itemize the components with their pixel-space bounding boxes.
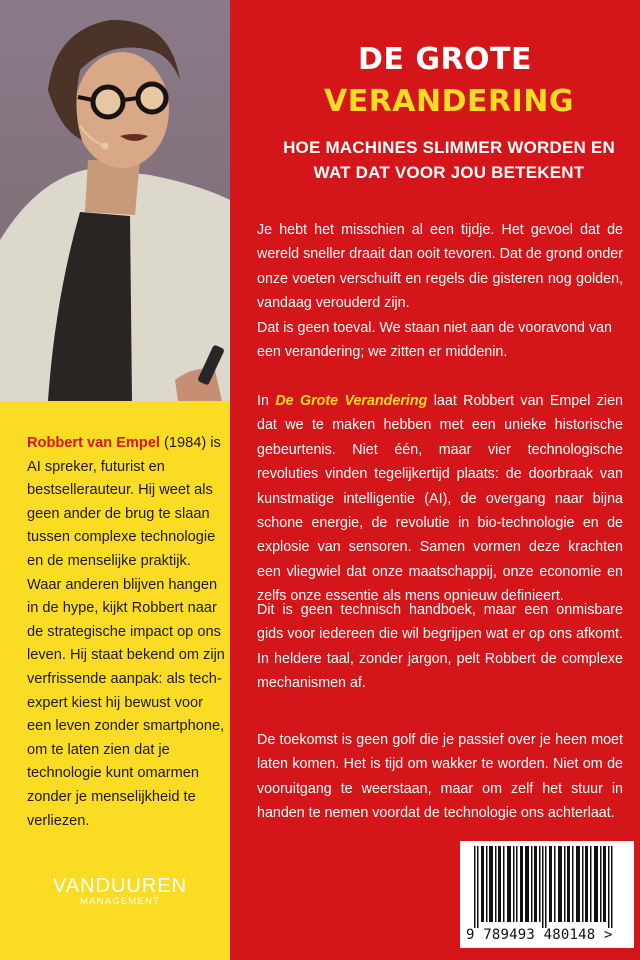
blurb-paragraph-3 xyxy=(257,598,623,696)
book-subtitle xyxy=(230,136,640,185)
isbn-number: 9 789493 480148 > xyxy=(466,927,613,943)
book-title-reference: De Grote Verandering xyxy=(275,393,428,409)
left-column xyxy=(0,0,230,960)
publisher-imprint: MANAGEMENT xyxy=(79,896,161,907)
blurb-paragraph-1b: Dat is geen toeval. We staan niet aan de vooravond van een verandering; we zitten er middenin. xyxy=(257,319,613,361)
subtitle-line1: HOE MACHINES SLIMMER WORDEN EN xyxy=(283,138,615,157)
author-bio-panel xyxy=(0,401,230,960)
back-cover-text-panel xyxy=(230,0,640,960)
author-name: Robbert van Empel xyxy=(27,435,160,451)
author-bio-text: is AI spreker, futurist en bestsellerauteur. Hij weet als geen ander de brug te slaan tussen complexe technologie en de menselijke praktijk. Waar anderen blijven hangen in de hype, kijkt Robbert naar de strategische impact op ons leven. Hij staat bekend om zijn verfrissende aanpak: als tech-expert kiest hij bewust voor een leven zonder smartphone, om te laten zien dat je technologie kunt omarmen zonder je menselijkheid te verliezen. xyxy=(27,435,225,829)
author-bio xyxy=(27,432,227,833)
blurb-paragraph-4 xyxy=(257,728,623,826)
author-birth-year: (1984) xyxy=(160,435,207,451)
blurb-paragraph-2 xyxy=(257,389,623,609)
blurb-paragraph-2-text: laat Robbert van Empel zien dat we te maken hebben met een unieke historische gebeurtenis. Niet één, maar vier technologische revoluties vinden tegelijkertijd plaats: de doorbraak van kunstmatige intelligentie (AI), de overgang naar bijna schone energie, de revolutie in bio-technologie en de explosie van sensoren. Samen vormen deze krachten een vliegwiel dat onze maatschappij, onze economie en zelfs onze essentie als mens opnieuw definieert. xyxy=(257,393,623,605)
publisher-name: VANDUUREN xyxy=(52,875,188,897)
blurb-prefix: In xyxy=(257,393,276,409)
subtitle-line2: WAT DAT VOOR JOU BETEKENT xyxy=(313,162,585,182)
barcode-icon xyxy=(474,846,614,928)
book-title-line1: DE GROTE xyxy=(357,42,533,77)
blurb-paragraph-1a: Je hebt het misschien al een tijdje. Het gevoel dat de wereld sneller draait dan ooit tevoren. Dat de grond onder onze voeten verschuift en regels die gisteren nog golden, vandaag verouderd zijn. xyxy=(257,222,623,312)
isbn-barcode xyxy=(460,841,634,948)
blurb-paragraph-1 xyxy=(257,218,623,364)
blurb-paragraph-3-text: Dit is geen technisch handboek, maar een onmisbare gids voor iedereen die wil begrijpen wat er op ons afkomt. In heldere taal, zonder jargon, pelt Robbert de complexe mechanismen af. xyxy=(257,602,623,692)
book-title-line2: VERANDERING xyxy=(323,84,575,119)
blurb-paragraph-4-text: De toekomst is geen golf die je passief over je heen moet laten komen. Het is tijd om wakker te worden. Niet om de vooruitgang te weerstaan, maar om zelf het stuur in handen te nemen voordat de technologie ons achterlaat. xyxy=(257,732,623,822)
author-photo xyxy=(0,0,230,401)
author-photo-illustration xyxy=(0,0,230,401)
publisher-logo xyxy=(50,875,190,908)
